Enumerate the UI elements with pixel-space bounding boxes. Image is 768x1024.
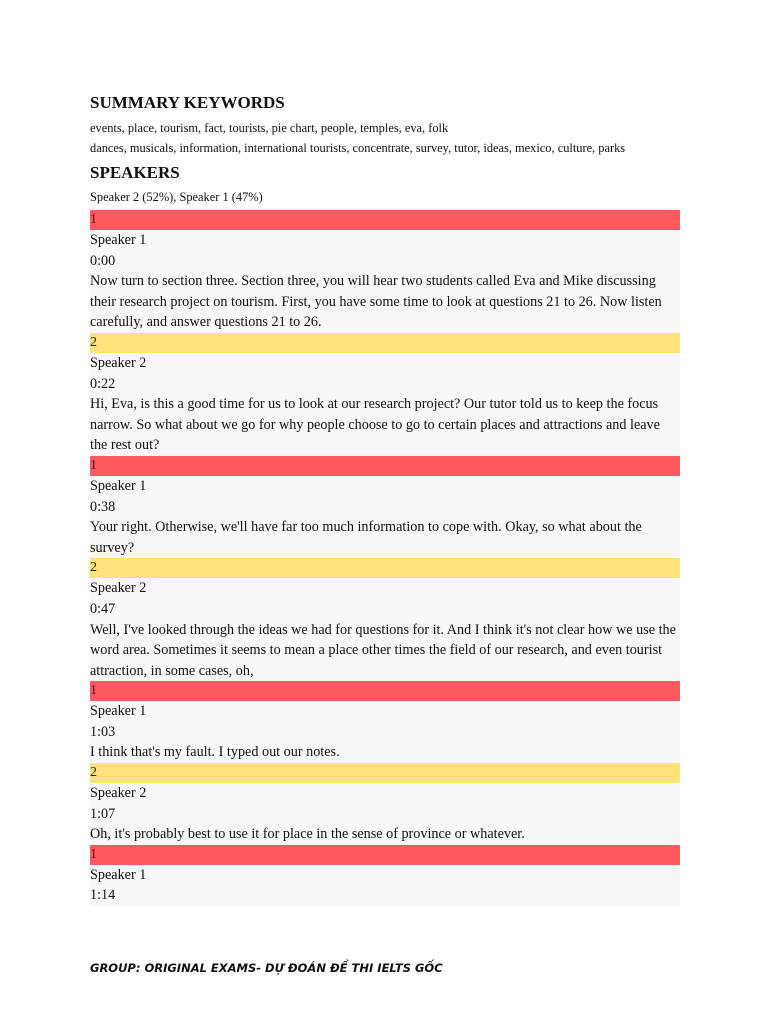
turn-text: Oh, it's probably best to use it for place in the sense of province or whatever. (90, 826, 525, 843)
turn (90, 210, 680, 333)
speaker-name: Speaker 1 (90, 866, 147, 883)
turn-body (90, 701, 680, 763)
turn-body (90, 865, 680, 906)
turn-body (90, 353, 680, 456)
turn (90, 763, 680, 845)
turn (90, 845, 680, 906)
transcript (90, 210, 680, 906)
turn-text: Hi, Eva, is this a good time for us to look at our research project? Our tutor told us to keep the focus narrow. So what about we go for why people choose to go to certain places and attractions and leave the rest out? (90, 396, 660, 454)
summary-keywords-heading: SUMMARY KEYWORDS (90, 93, 285, 112)
turn-text: Your right. Otherwise, we'll have far too much information to cope with. Okay, so what about the survey? (90, 519, 642, 556)
turn (90, 333, 680, 456)
timestamp: 0:47 (90, 600, 116, 617)
speaker-bar: 2 (90, 333, 680, 353)
timestamp: 0:00 (90, 252, 116, 269)
speaker-bar: 1 (90, 210, 680, 230)
turn-text: Now turn to section three. Section three, you will hear two students called Eva and Mike discussing their research project on tourism. First, you have some time to look at questions 21 to 26. Now listen carefully, and answer questions 21 to 26. (90, 273, 662, 331)
turn-body (90, 230, 680, 333)
turn-body (90, 783, 680, 845)
timestamp: 0:22 (90, 375, 116, 392)
speaker-name: Speaker 2 (90, 354, 147, 371)
turn (90, 558, 680, 681)
speaker-name: Speaker 2 (90, 785, 147, 802)
speaker-name: Speaker 1 (90, 232, 147, 248)
speaker-bar: 1 (90, 845, 680, 865)
turn (90, 681, 680, 763)
speakers-heading: SPEAKERS (90, 163, 180, 182)
summary-keywords-line-1: events, place, tourism, fact, tourists, pie chart, people, temples, eva, folk (90, 121, 449, 135)
turn-text: Well, I've looked through the ideas we had for questions for it. And I think it's not clear how we use the word area. Sometimes it seems to mean a place other times the field of our research, and even tourist attraction, in some cases, oh, (90, 621, 676, 679)
transcript-page (90, 92, 680, 906)
turn-body (90, 476, 680, 558)
timestamp: 1:03 (90, 723, 116, 740)
turn (90, 456, 680, 558)
timestamp: 1:07 (90, 805, 116, 822)
speaker-bar: 1 (90, 456, 680, 476)
speaker-name: Speaker 2 (90, 580, 147, 597)
timestamp: 1:14 (90, 887, 116, 904)
speaker-bar: 2 (90, 558, 680, 578)
turn-text: I think that's my fault. I typed out our notes. (90, 744, 340, 761)
summary-keywords-line-2: dances, musicals, information, international tourists, concentrate, survey, tutor, ideas, mexico, culture, parks (90, 141, 626, 155)
footer-group-label: GROUP: ORIGINAL EXAMS- DỰ ĐOÁN ĐỀ THI IELTS GỐC (90, 961, 443, 975)
speaker-bar: 2 (90, 763, 680, 783)
timestamp: 0:38 (90, 498, 116, 515)
speaker-bar: 1 (90, 681, 680, 701)
speaker-name: Speaker 1 (90, 477, 147, 494)
speakers-share: Speaker 2 (52%), Speaker 1 (47%) (90, 190, 263, 204)
speaker-name: Speaker 1 (90, 703, 147, 720)
turn-body (90, 578, 680, 681)
